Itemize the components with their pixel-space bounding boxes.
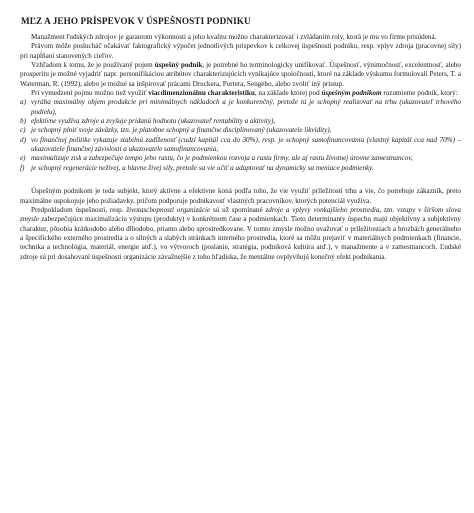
page-title: MĽZ A JEHO PRÍSPEVOK V ÚSPEŠNOSTI PODNIKU bbox=[21, 16, 251, 26]
paragraph-6-text: Predpokladom úspešnosti, resp. bbox=[31, 205, 127, 214]
paragraph-6-text-rest: zabezpečujúce maximalizáciu výstupu (produkty) v konkrétnom čase a podmienkach. Tieto determinanty úspechu majú objektívny a subjektívny charakter, pôsobia krátkodobo alebo dlhodobo, priamo alebo sprostredkovane. V tomto zmysle možno uvažovať o príležitostiach a hrozbách generálneho a špecifického externého prostredia a o silných a slabých stránkach interného prostredia, ktoré sa môžu prejaviť v materiálnych podmienkach (financie, technika a technológia, materiál, energie atď.), vo výtvoroch (poslanie, stratégia, podniková kultúra atď.), v manažmente a v zamestnancoch. Ľudské zdroje sú pri dosahovaní úspešnosti organizácie závažnejšie z toho hľadiska, že mentálne ovplyvňujú konečný efekt podnikania. bbox=[20, 215, 461, 261]
term-successful-company: úspešný podnik bbox=[154, 61, 203, 70]
term-multidimensional: viacdimenzionálnu charakteristiku bbox=[148, 89, 255, 98]
criteria-list bbox=[20, 98, 461, 173]
paragraph-3-text-rest: , je potrebné ho terminologicky unifikovať. Úspešnosť, výnimočnosť, excelentnosť, alebo prosperitu je možné vyjadriť napr. personifikáciou atribútov charakterizujúcich vynikajúce spoločnosti, ktoré na základe výskumu formulovali Peters, T. a Waterman, R. (1992), alebo je možné sa inšpirovať prácami Druckera, Portera, Sengeho, alebo zvoliť iný prístup. bbox=[20, 61, 462, 88]
paragraph-4-text: Pri vymedzení pojmu možno tiež využiť bbox=[31, 89, 149, 98]
term-environment-inputs: zdroje a vplyvy vonkajšieho prostredia, tzn. vstupy v širšom slova zmysle bbox=[20, 205, 461, 224]
list-item-text: je schopný regenerácie nežívej, a hlavne živej sily, pretože sa vie učiť a adaptovať na dynamicky sa meniace podmienky. bbox=[31, 163, 374, 172]
paragraph-3-text: Vzhľadom k tomu, že je používaný pojem bbox=[31, 61, 155, 70]
paragraph-6 bbox=[20, 206, 461, 262]
list-item bbox=[20, 154, 461, 163]
paragraph-4-text-rest: rozumieme podnik, ktorý: bbox=[381, 89, 458, 98]
list-item-text: vyrába maximálny objem produkcie pri minimálnych nákladoch a je konkurenčný, pretože tú je schopný realizovať na trhu (ukazovateľ trhového podielu), bbox=[31, 98, 461, 116]
list-marker: d) bbox=[20, 135, 26, 144]
paragraph-3 bbox=[20, 61, 461, 89]
list-marker: e) bbox=[20, 154, 26, 163]
paragraph-6-text-mid: sú už spomínané bbox=[210, 205, 266, 214]
term-viability: životaschopnosti organizácie bbox=[126, 205, 211, 214]
list-item bbox=[20, 164, 461, 173]
list-item bbox=[20, 136, 461, 155]
list-marker: c) bbox=[20, 126, 26, 135]
list-item-text: efektívne využíva zdroje a zvyšuje pridanú hodnotu (ukazovateľ rentability a aktivity), bbox=[31, 117, 276, 126]
list-item-text: vo finančnej politike vykazuje stabilnú zadĺženosť (cudzí kapitál cca do 30%), resp. je schopný samofinancovania (vlastný kapitál cca nad 70%) – ukazovatele finančnej závislosti a ukazovatele samofinancovania, bbox=[31, 135, 461, 154]
paragraph-1: Manažment ľudských zdrojov je garantom výkonnosti a jeho kvalitu možno charakterizovať i zvládaním roly, ktorá je mu vo firme prisúdená. bbox=[31, 33, 437, 41]
paragraph-4-text-mid: , na základe ktorej pod bbox=[254, 89, 322, 98]
list-item bbox=[20, 117, 461, 126]
list-item-text: je schopný plniť svoje záväzky, tzn. je platobne schopný a finančne disciplinovaný (ukazovatele likvidity), bbox=[31, 126, 332, 135]
list-item-text: maximalizuje zisk a zabezpečuje tempo jeho rastu, čo je podmienkou rozvoja a rastu firmy, ale aj rastu životnej úrovne zamestnancov, bbox=[31, 154, 413, 163]
list-item bbox=[20, 126, 461, 135]
list-marker: f) bbox=[20, 163, 25, 172]
list-marker: b) bbox=[20, 117, 26, 126]
paragraph-4 bbox=[20, 89, 461, 98]
list-marker: a) bbox=[20, 98, 26, 107]
list-item bbox=[20, 98, 461, 117]
term-successful-company-2: úspešným podnikom bbox=[321, 89, 382, 98]
paragraph-2: Právom môže poslucháč očakávať faktografický výpočet jednotlivých príspevkov k celkovej úspešnosti podniku, resp. vplyv zdroja (pracovnej sily) pri napĺňaní stanovených cieľov. bbox=[20, 42, 461, 60]
paragraph-5: Úspešným podnikom je teda subjekt, ktorý aktívne a efektívne koná podľa toho, že vie využiť príležitosti trhu a vie, čo potrebuje zákazník, preto maximálne uspokojuje jeho požiadavky, pričom podporuje podnikavosť vlastných pracovníkov, ktorých potenciál využíva. bbox=[20, 187, 461, 205]
